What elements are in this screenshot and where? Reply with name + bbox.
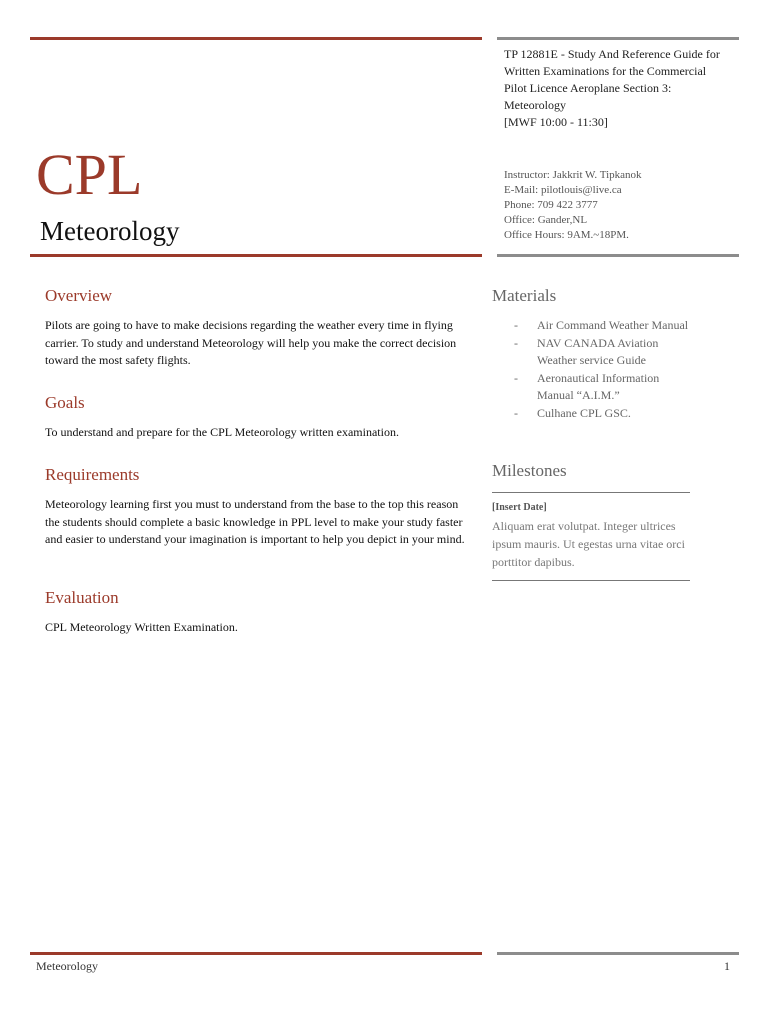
course-schedule: [MWF 10:00 - 11:30] bbox=[504, 115, 608, 129]
phone: Phone: 709 422 3777 bbox=[504, 199, 598, 211]
email: E-Mail: pilotlouis@live.ca bbox=[504, 184, 622, 196]
footer-rule-left bbox=[30, 952, 482, 955]
page-subtitle: Meteorology bbox=[40, 216, 180, 246]
instructor: Instructor: Jakkrit W. Tipkanok bbox=[504, 169, 642, 181]
list-item: - NAV CANADA Aviation Weather service Guide bbox=[514, 335, 692, 370]
milestone-text: Aliquam erat volutpat. Integer ultrices ipsum mauris. Ut egestas urna vitae orci porttitor dapibus. bbox=[492, 519, 685, 569]
overview-section bbox=[45, 285, 465, 370]
materials-section bbox=[492, 285, 692, 422]
goals-heading: Goals bbox=[45, 393, 85, 412]
office-hours: Office Hours: 9AM.~18PM. bbox=[504, 229, 629, 241]
evaluation-heading: Evaluation bbox=[45, 588, 119, 607]
course-info-line: Written Examinations for the Commercial bbox=[504, 64, 707, 78]
course-info-line: Pilot Licence Aeroplane Section 3: bbox=[504, 81, 672, 95]
milestones-section bbox=[492, 460, 692, 581]
requirements-text: Meteorology learning first you must to understand from the base to the top this reason the students should complete a basic knowledge in PPL level to make your study faster and easier to understand your imagination is important to help you depict in your mind. bbox=[45, 497, 465, 546]
milestone-divider-top bbox=[492, 492, 690, 493]
overview-heading: Overview bbox=[45, 286, 113, 305]
goals-section bbox=[45, 392, 465, 442]
course-info bbox=[504, 46, 744, 131]
course-info-line: TP 12881E - Study And Reference Guide for bbox=[504, 47, 720, 61]
top-rule-right bbox=[497, 37, 739, 40]
page-title: CPL bbox=[36, 142, 143, 207]
overview-text: Pilots are going to have to make decisions regarding the weather every time in flying carrier. To study and understand Meteorology will help you make the correct decision toward the most safety flights. bbox=[45, 318, 457, 367]
requirements-section bbox=[45, 464, 465, 549]
evaluation-text: CPL Meteorology Written Examination. bbox=[45, 620, 238, 634]
title-rule-left bbox=[30, 254, 482, 257]
page-number: 1 bbox=[724, 959, 730, 973]
office: Office: Gander,NL bbox=[504, 214, 588, 226]
title-rule-right bbox=[497, 254, 739, 257]
materials-heading: Materials bbox=[492, 286, 557, 305]
list-item: - Culhane CPL GSC. bbox=[514, 405, 692, 423]
requirements-heading: Requirements bbox=[45, 465, 140, 484]
milestones-heading: Milestones bbox=[492, 461, 567, 480]
top-rule-left bbox=[30, 37, 482, 40]
materials-list bbox=[492, 317, 692, 422]
contact-info bbox=[504, 168, 744, 243]
evaluation-section bbox=[45, 587, 465, 637]
list-item: - Air Command Weather Manual bbox=[514, 317, 692, 335]
footer-title: Meteorology bbox=[36, 959, 98, 973]
goals-text: To understand and prepare for the CPL Meteorology written examination. bbox=[45, 425, 399, 439]
course-info-line: Meteorology bbox=[504, 98, 566, 112]
milestone-divider-bottom bbox=[492, 580, 690, 581]
footer-rule-right bbox=[497, 952, 739, 955]
list-item: - Aeronautical Information Manual “A.I.M.” bbox=[514, 370, 692, 405]
milestone-date: [Insert Date] bbox=[492, 502, 547, 513]
